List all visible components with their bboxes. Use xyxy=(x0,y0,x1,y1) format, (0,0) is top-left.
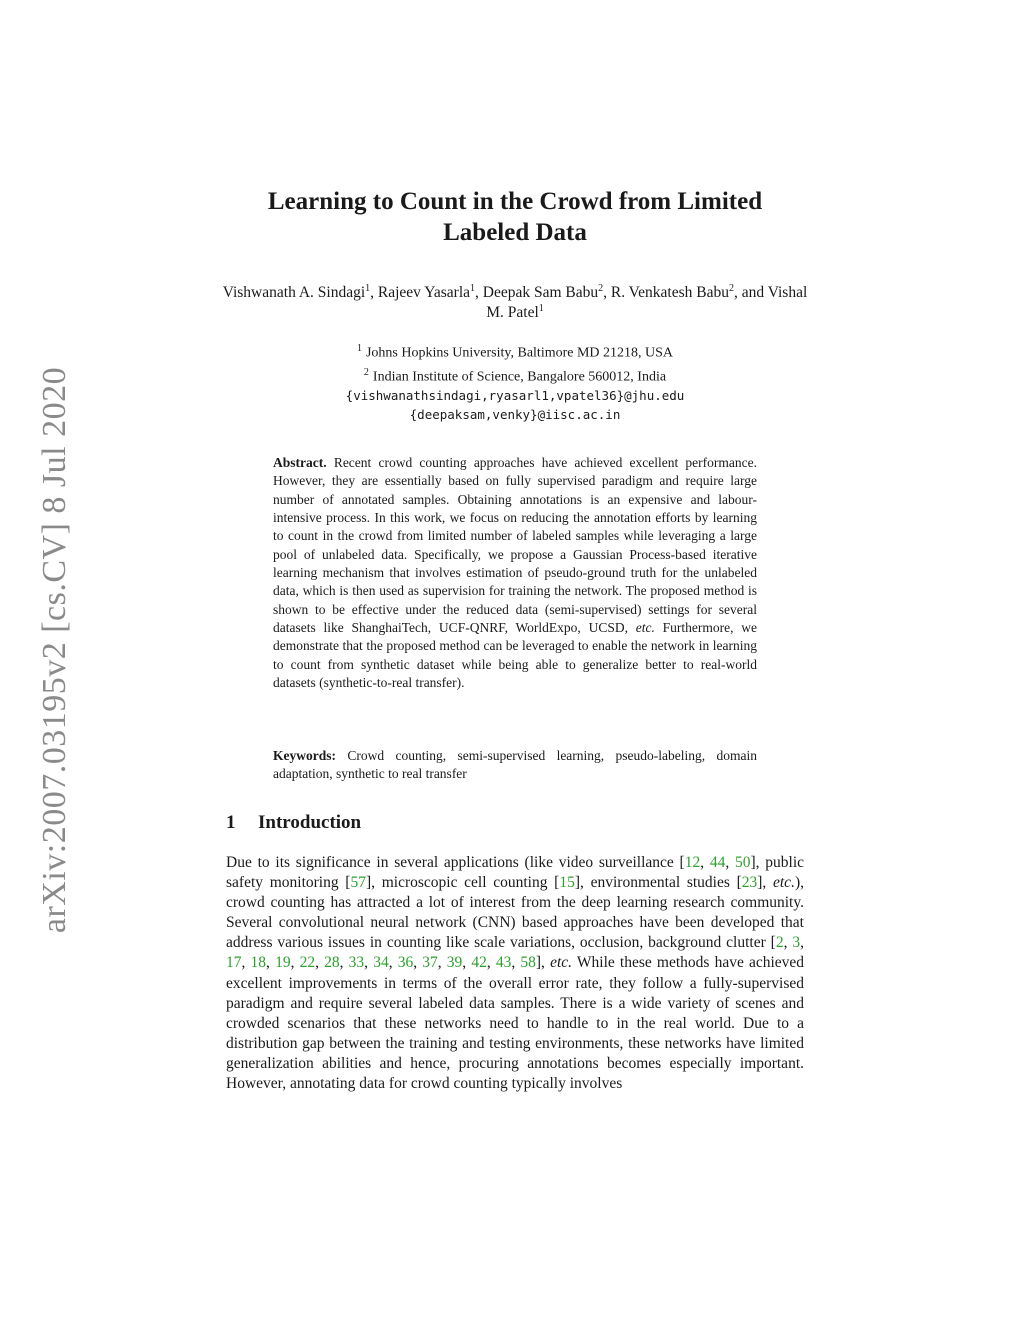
title-line-2: Labeled Data xyxy=(443,219,587,246)
citation-link[interactable]: 12 xyxy=(684,854,701,871)
affiliation-number: 2 xyxy=(363,366,369,378)
arxiv-identifier-text: arXiv:2007.03195v2 [cs.CV] 8 Jul 2020 xyxy=(36,366,73,934)
citation-link[interactable]: 42 xyxy=(471,954,487,972)
author-babu-deepak: Deepak Sam Babu xyxy=(482,284,599,301)
citation-link[interactable]: 2 xyxy=(775,934,784,952)
intro-text: ], environmental studies [ xyxy=(574,874,742,892)
affiliation-number: 1 xyxy=(356,343,362,354)
citation-link[interactable]: 22 xyxy=(299,954,316,972)
citation-link[interactable]: 19 xyxy=(275,954,291,972)
arxiv-identifier-stamp xyxy=(20,366,90,934)
intro-text: ), crowd counting has attracted a lot of interest from the deep learning research community. Several convolutional neural network (CNN) based approaches have been developed that address various issues in counting like scale variations, occlusion, background clutter [ xyxy=(226,874,804,952)
intro-etc: etc. xyxy=(550,954,573,972)
intro-text: ], microscopic cell counting [ xyxy=(365,874,560,892)
intro-text: ], xyxy=(757,874,773,892)
citation-link[interactable]: 50 xyxy=(734,854,751,871)
intro-text: ], public safety monitoring [ xyxy=(226,854,805,892)
author-sindagi: Vishwanath A. Sindagi xyxy=(222,284,366,301)
author-affil-mark: 1 xyxy=(538,302,544,314)
affiliation-text: Johns Hopkins University, Baltimore MD 21218, USA xyxy=(365,345,674,361)
citation-link[interactable]: 37 xyxy=(422,954,438,972)
intro-text: ], xyxy=(535,954,551,972)
author-affil-mark: 1 xyxy=(365,282,371,294)
keywords-text: Crowd counting, semi-supervised learning, pseudo-labeling, domain adaptation, synthetic to real transfer xyxy=(273,748,757,782)
paper-title xyxy=(200,186,830,248)
citation-link[interactable]: 58 xyxy=(520,954,536,972)
abstract-text: Recent crowd counting approaches have achieved excellent performance. However, they are essentially based on fully supervised paradigm and require large number of annotated samples. Obtaining annotations is an expensive and labour-intensive process. In this work, we focus on reducing the annotation efforts by learning to count in the crowd from limited number of labeled samples while leveraging a large pool of unlabeled data. Specifically, we propose a Gaussian Process-based iterative learning mechanism that involves estimation of pseudo-ground truth for the unlabeled data, which is then used as supervision for training the network. The proposed method is shown to be effective under the reduced data (semi-supervised) settings for several datasets like ShanghaiTech, UCF-QNRF, WorldExpo, UCSD, xyxy=(273,455,758,636)
author-affil-mark: 2 xyxy=(728,282,734,294)
citation-link[interactable]: 18 xyxy=(250,954,267,972)
email-iisc: {deepaksam,venky}@iisc.ac.in xyxy=(409,407,621,423)
citation-link[interactable]: 34 xyxy=(373,954,389,972)
citation-link[interactable]: 33 xyxy=(348,954,365,972)
affiliation-text: Indian Institute of Science, Bangalore 560012, India xyxy=(372,369,667,385)
affiliations xyxy=(260,339,770,424)
abstract-etc: etc. xyxy=(635,620,655,636)
citation-link[interactable]: 43 xyxy=(495,954,512,972)
author-conjunction: and xyxy=(741,284,765,301)
author-affil-mark: 1 xyxy=(470,282,476,294)
citation-link[interactable]: 36 xyxy=(397,954,414,972)
title-line-1: Learning to Count in the Crowd from Limited xyxy=(267,188,763,215)
section-heading-introduction xyxy=(226,812,361,834)
keywords-label: Keywords: xyxy=(273,748,336,763)
citation-link[interactable]: 39 xyxy=(446,954,463,972)
introduction-paragraph: Due to its significance in several applications (like video surveillance [12, 44, 50], public safety monitoring [57], microscopic cell counting [15], environmental studies [23], etc.), crowd counting has attracted a lot of interest from the deep learning research community. Several convolutional neural network (CNN) based approaches have been developed that address various issues in counting like scale variations, occlusion, background clutter [2, 3, 17, 18, 19, 22, 28, 33, 34, 36, 37, 39, 42, 43, 58], etc. While these methods have achieved excellent improvements in terms of the overall error rate, they follow a fully-supervised paradigm and require several labeled data samples. There is a wide variety of scenes and crowded scenarios that these networks need to handle to in the real world. Due to a distribution gap between the training and testing environments, these networks have limited generalization abilities and hence, procuring annotations becomes especially important. However, annotating data for crowd counting typically involves xyxy=(226,854,805,1093)
author-affil-mark: 2 xyxy=(598,282,604,294)
author-patel: Vishal M. Patel xyxy=(486,284,808,321)
keywords xyxy=(273,747,757,784)
affiliation-2 xyxy=(260,363,770,387)
author-yasarla: Rajeev Yasarla xyxy=(377,284,471,301)
intro-text: While these methods have achieved excellent improvements in terms of the overall error rate, they follow a fully-supervised paradigm and require several labeled data samples. There is a wide variety of scenes and crowded scenarios that these networks need to handle to in the real world. Due to a distribution gap between the training and testing environments, these networks have limited generalization abilities and hence, procuring annotations becomes especially important. However, annotating data for crowd counting typically involves xyxy=(226,954,805,1093)
section-title: Introduction xyxy=(258,812,362,833)
abstract-text-continued: Furthermore, we demonstrate that the proposed method can be leveraged to enable the network in learning to count from synthetic dataset while being able to generalize better to real-world datasets (synthetic-to-real transfer). xyxy=(273,620,758,691)
citation-link[interactable]: 44 xyxy=(709,854,726,871)
intro-etc: etc. xyxy=(773,874,795,892)
intro-text: Due to its significance in several applications (like video surveillance [ xyxy=(226,854,685,871)
section-number: 1 xyxy=(226,812,236,833)
citation-link[interactable]: 23 xyxy=(741,874,758,892)
author-babu-venkatesh: R. Venkatesh Babu xyxy=(610,284,729,301)
citation-link[interactable]: 17 xyxy=(226,954,242,972)
citation-link[interactable]: 3 xyxy=(792,934,801,952)
affiliation-1 xyxy=(260,339,770,363)
email-jhu: {vishwanathsindagi,ryasarl1,vpatel36}@jhu.edu xyxy=(345,388,685,404)
citation-link[interactable]: 15 xyxy=(559,874,575,892)
citation-link[interactable]: 57 xyxy=(350,874,366,892)
abstract-label: Abstract. xyxy=(273,455,327,470)
abstract xyxy=(273,454,757,692)
citation-link[interactable]: 28 xyxy=(324,954,340,972)
author-list: Vishwanath A. Sindagi$^1$, Rajeev Yasarla$^1$, Deepak Sam Babu$^2$, R. Venkatesh Babu$^2$, and Vishal M. Patel$^1$ xyxy=(222,282,808,321)
